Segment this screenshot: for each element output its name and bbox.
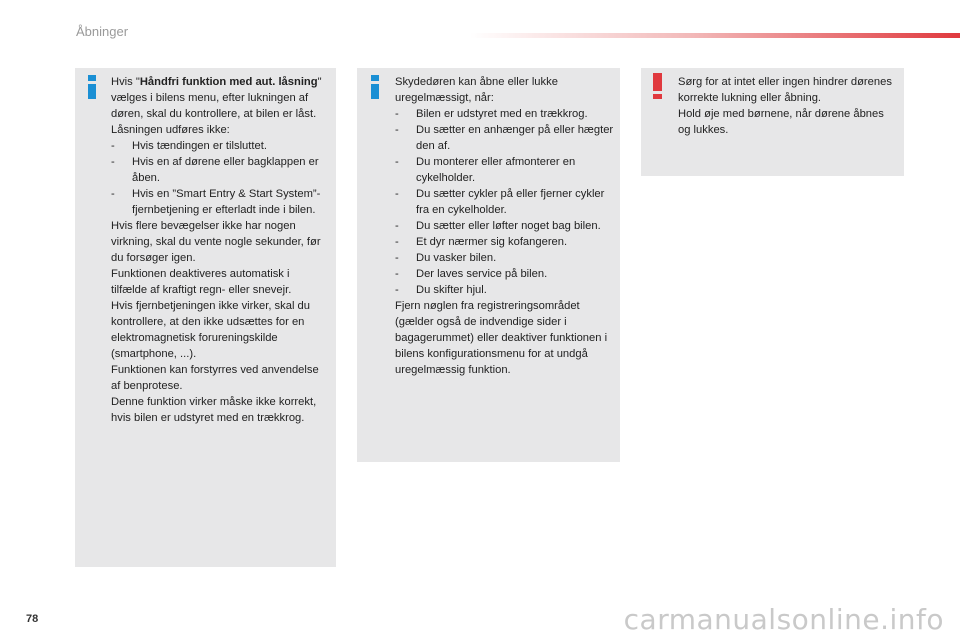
bullet-dash: - — [395, 268, 399, 280]
list-item — [111, 186, 325, 218]
intro-paragraph — [111, 74, 325, 122]
info-box-text — [111, 74, 325, 426]
list-item-text: Hvis tændingen er tilsluttet. — [132, 140, 267, 152]
bullet-dash: - — [395, 156, 399, 168]
list-item-text: Du sætter en anhænger på eller hægter den af. — [416, 124, 614, 152]
info-box-text — [395, 74, 615, 378]
list-item-text: Du monterer eller afmonterer en cykelholder. — [416, 156, 576, 184]
bullet-dash: - — [111, 188, 115, 200]
list-item-text: Du vasker bilen. — [416, 252, 497, 264]
paragraph: Sørg for at intet eller ingen hindrer dørenes korrekte lukning eller åbning. — [678, 76, 892, 104]
info-icon — [370, 75, 380, 99]
list-item — [395, 250, 615, 266]
bullet-dash: - — [395, 188, 399, 200]
list-item — [395, 186, 615, 218]
list-item — [395, 266, 615, 282]
bullet-dash: - — [395, 124, 399, 136]
info-box-hands-free-locking — [75, 68, 336, 567]
bullet-dash: - — [111, 156, 115, 168]
list-item — [111, 154, 325, 186]
list-item-text: Du sætter cykler på eller fjerner cykler fra en cykelholder. — [416, 188, 605, 216]
intro-paragraph: Skydedøren kan åbne eller lukke uregelmæssigt, når: — [395, 76, 558, 104]
bullet-dash: - — [395, 236, 399, 248]
list-item — [395, 122, 615, 154]
watermark: carmanualsonline.info — [623, 603, 944, 636]
paragraph: Hvis flere bevægelser ikke har nogen virkning, skal du vente nogle sekunder, før du forsøger igen. — [111, 220, 321, 264]
info-icon — [87, 75, 97, 99]
list-item-text: Bilen er udstyret med en trækkrog. — [416, 108, 588, 120]
warning-icon — [653, 73, 663, 99]
bullet-dash: - — [395, 220, 399, 232]
header-accent-bar — [470, 33, 960, 38]
function-name: Håndfri funktion med aut. låsning — [139, 76, 318, 88]
list-item — [395, 106, 615, 122]
list-item-text: Der laves service på bilen. — [416, 268, 548, 280]
page-number: 78 — [26, 613, 39, 625]
outro-paragraph: Fjern nøglen fra registreringsområdet (gælder også de indvendige sider i bagagerummet) eller deaktiver funktionen i bilens konfigurationsmenu for at undgå uregelmæssig funktion. — [395, 300, 608, 376]
bullet-dash: - — [395, 284, 399, 296]
list-item-text: Du skifter hjul. — [416, 284, 487, 296]
paragraph: Denne funktion virker måske ikke korrekt, hvis bilen er udstyret med en trækkrog. — [111, 396, 317, 424]
list-item — [395, 282, 615, 298]
list-item-text: Et dyr nærmer sig kofangeren. — [416, 236, 568, 248]
warning-box-door-obstruction — [641, 68, 904, 176]
locking-heading: Låsningen udføres ikke: — [111, 124, 230, 136]
list-item — [111, 138, 325, 154]
info-box-sliding-door — [357, 68, 620, 462]
list-item-text: Hvis en af dørene eller bagklappen er åben. — [132, 156, 319, 184]
page-header-title: Åbninger — [76, 24, 129, 39]
paragraph: Funktionen deaktiveres automatisk i tilfælde af kraftigt regn- eller snevejr. — [111, 268, 292, 296]
bullet-dash: - — [395, 108, 399, 120]
list-item-text: Du sætter eller løfter noget bag bilen. — [416, 220, 601, 232]
paragraph: Funktionen kan forstyrres ved anvendelse af benprotese. — [111, 364, 319, 392]
paragraph: Hvis fjernbetjeningen ikke virker, skal du kontrollere, at den ikke udsættes for en elektromagnetisk forureningskilde (smartphone, ...). — [111, 300, 310, 360]
intro-prefix: Hvis " — [111, 76, 140, 88]
intro-suffix: " vælges i bilens menu, efter lukningen af døren, skal du kontrollere, at bilen er låst. — [111, 76, 322, 120]
list-item — [395, 218, 615, 234]
list-item-text: Hvis en ”Smart Entry & Start System”-fjernbetjening er efterladt inde i bilen. — [132, 188, 321, 216]
list-item — [395, 154, 615, 186]
paragraph: Hold øje med børnene, når dørene åbnes og lukkes. — [678, 108, 884, 136]
warning-box-text — [678, 74, 898, 138]
bullet-dash: - — [111, 140, 115, 152]
bullet-dash: - — [395, 252, 399, 264]
list-item — [395, 234, 615, 250]
